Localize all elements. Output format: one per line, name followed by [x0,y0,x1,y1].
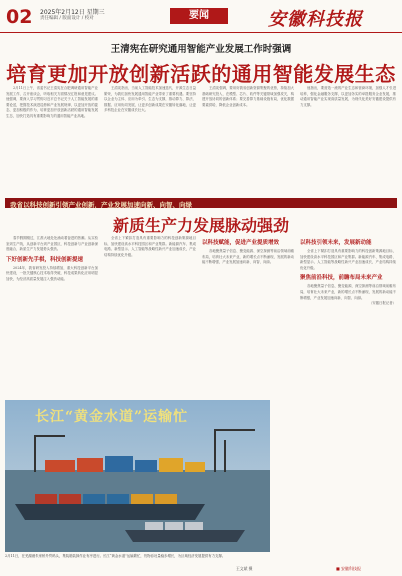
article2-subhead: 下好创新先手棋，科技创新提速 [6,256,84,263]
article2-paragraph: 全省上下紧扣打造具有重要影响力的科技创新策源地目标，加快建设高水平科技园区和产业集群。新能源汽车、集成电路、新型显示、人工智能等战略性新兴产业加速成长，产业结构持续优化升级。 [300,249,396,270]
photo-title: 长江“黄金水道”运输忙 [35,409,189,425]
article1-column-4 [300,86,396,194]
page-number: 02 [6,6,33,28]
article2-subhead: 聚焦前沿科技，前瞻布局未来产业 [300,275,383,282]
article2-paragraph: 各地聚焦量子信息、聚变能源、深空探测等前沿领域前瞻布局，培育壮大未来产业，新的增长点不断涌现，发展的新动能不断增强，产业发展加速向新、向智、向绿。 [300,284,396,300]
article1-paragraph: 他指出，要营造一流的产业生态和营商环境，加强人才引进培养，强化金融服务支撑，以更加务实的举措服务企业发展，推动通用智能产业实现高质量发展，为现代化美好安徽建设提供有力支撑。 [300,86,396,107]
article2-subhead: 以科技赋能，促进产业提质增效 [202,240,280,246]
article2-column-3 [202,236,294,396]
article2-headline: 新质生产力发展脉动强劲 [112,216,289,235]
photo-credit: 王文斌 摄 [236,566,253,571]
editor-info: 责任编辑 / 版面设计 / 校对 [40,16,94,21]
article2-paragraph: 全省上下紧扣打造具有重要影响力的科技创新策源地目标，加快建设高水平科技园区和产业集群。新能源汽车、集成电路、新型显示、人工智能等战略性新兴产业加速成长，产业结构持续优化升级。 [104,236,196,257]
page-header [0,0,402,33]
article1-kicker: 王清宪在研究通用智能产业发展工作时强调 [110,44,292,55]
article2-source: （安徽日报记者） [368,301,396,306]
section-label: 要闻 [170,8,228,24]
article2-column-2 [104,236,196,396]
article1-paragraph: 王清宪强调，要用好我省创新资源集聚的优势，持续加大基础研究投入，在模型、芯片、软件等关键领域加强攻关，构建开放协同的创新体系；要完善算力基础设施布局，优化数据要素供给，降低企业创新成本。 [202,86,294,107]
article2-column-1 [6,236,98,396]
article1-headline: 培育更加开放创新活跃的通用智能发展生态 [6,62,396,86]
article2-paragraph: 2024年，我省研发投入持续增加，重大科技创新平台加快建设，一批关键核心技术取得突破，科技成果转化应用明显加快，为经济高质量发展注入强劲动能。 [6,265,98,281]
footer-mark: ■ 安徽科技报 [336,566,362,571]
article1-paragraph: 王清宪指出，当前人工智能技术加速迭代，开源生态日益繁荣，为我们加快发展通用智能产业带来了重要机遇。要坚持以企业为主体、应用为牵引、生态为支撑，推动算力、算法、数据、应用协同发展，让更多创新成果在安徽转化落地，让更多科技企业在安徽成长壮大。 [104,86,196,113]
article1-column-3 [202,86,294,194]
article1-paragraph: 2月11日上午，省委书记王清宪在合肥调研通用智能产业发展工作，召开座谈会，听取相关方面情况汇报和意见建议。他强调，要深入学习贯彻习近平总书记关于人工智能发展的重要论述，把握技术演进趋势和产业发展规律，以更加开放的姿态、更加积极的作为，培育更加开放创新活跃的通用智能发展生态，加快打造具有重要影响力的通用智能产业高地。 [6,86,98,118]
masthead-logo: 安徽科技报 [268,9,363,30]
article1-column-2 [104,86,196,194]
topic-band [5,198,397,208]
article2-column-4 [300,236,396,562]
news-photo [5,400,270,552]
topic-band-text: 我省以科技创新引领产业创新，产业发展加速向新、向智、向绿 [10,200,192,209]
article2-paragraph: 春节假期刚过，江淮大地处处涌动着奋进的热潮。从实验室到生产线，从创新平台到产业园区，科技创新与产业创新深度融合，新质生产力发展势头强劲。 [6,236,98,252]
issue-date: 2025年2月12日 星期三 [40,9,105,16]
article1-column-1 [6,86,98,194]
photo-caption: 2月11日，在芜湖港朱家桥外贸码头，集装箱装卸作业有序进行。长江“黄金水道”运输繁忙，货物吞吐量稳步增长，为区域经济发展提供有力支撑。 [5,554,226,558]
article2-paragraph: 各地聚焦量子信息、聚变能源、深空探测等前沿领域前瞻布局，培育壮大未来产业，新的增长点不断涌现，发展的新动能不断增强，产业发展加速向新、向智、向绿。 [202,249,294,265]
article2-subhead: 以科技引领未来，发展新动能 [300,240,372,246]
